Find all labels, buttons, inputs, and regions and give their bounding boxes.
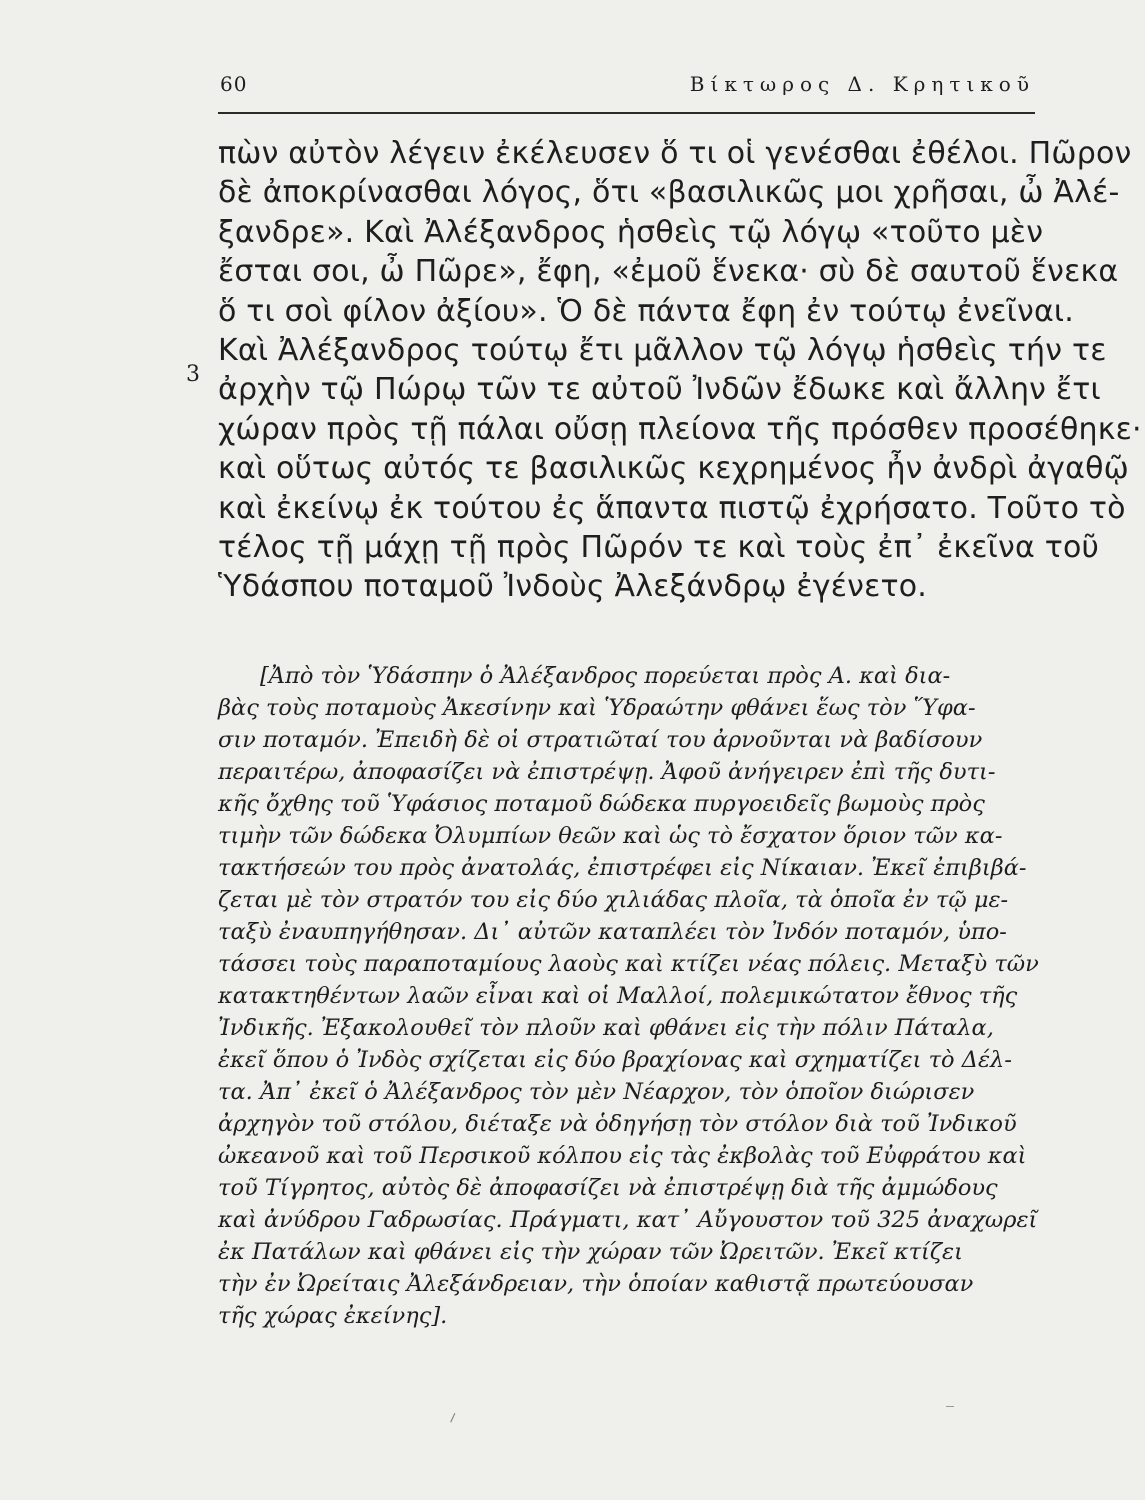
summary-line: ὠκεανοῦ καὶ τοῦ Περσικοῦ κόλπου εἰς τὰς ἐκβολὰς τοῦ Εὐφράτου καὶ	[218, 1143, 1027, 1169]
text-line: ἀρχὴν τῷ Πώρῳ τῶν τε αὐτοῦ Ἰνδῶν ἔδωκε καὶ ἄλλην ἔτι	[218, 372, 1101, 408]
summary-line: περαιτέρω, ἀποφασίζει νὰ ἐπιστρέψῃ. Ἀφοῦ ἀνήγειρεν ἐπὶ τῆς δυτι-	[218, 759, 996, 785]
text-line: τέλος τῇ μάχῃ τῇ πρὸς Πῶρόν τε καὶ τοὺς ἐπ᾽ ἐκεῖνα τοῦ	[218, 529, 1100, 565]
summary-line: ἐκ Πατάλων καὶ φθάνει εἰς τὴν χώραν τῶν Ὠρειτῶν. Ἐκεῖ κτίζει	[218, 1239, 963, 1265]
header-rule	[218, 112, 1035, 114]
summary-line: κῆς ὄχθης τοῦ Ὑφάσιος ποταμοῦ δώδεκα πυργοειδεῖς βωμοὺς πρὸς	[218, 791, 985, 817]
scan-speck	[946, 1406, 954, 1407]
summary-line: τα. Ἀπ᾽ ἐκεῖ ὁ Ἀλέξανδρος τὸν μὲν Νέαρχον, τὸν ὁποῖον διώρισεν	[218, 1079, 975, 1105]
running-title: Βίκτωρος Δ. Κρητικοῦ	[689, 72, 1035, 96]
text-line: Καὶ Ἀλέξανδρος τούτῳ ἔτι μᾶλλον τῷ λόγῳ ἡσθεὶς τήν τε	[218, 332, 1107, 368]
summary-line: ταξὺ ἐναυπηγήθησαν. Δι᾽ αὐτῶν καταπλέει τὸν Ἰνδόν ποταμόν, ὑπο-	[218, 919, 1007, 945]
summary-line: Ἰνδικῆς. Ἐξακολουθεῖ τὸν πλοῦν καὶ φθάνει εἰς τὴν πόλιν Πάταλα,	[218, 1015, 994, 1041]
text-line: καὶ ἐκείνῳ ἐκ τούτου ἐς ἅπαντα πιστῷ ἐχρήσατο. Τοῦτο τὸ	[218, 490, 1126, 526]
text-line: ὅ τι σοὶ φίλον ἀξίου». Ὁ δὲ πάντα ἔφη ἐν τούτῳ ἐνεῖναι.	[218, 293, 1075, 329]
text-line: ἔσται σοι, ὦ Πῶρε», ἔφη, «ἐμοῦ ἕνεκα· σὺ δὲ σαυτοῦ ἕνεκα	[218, 254, 1119, 290]
text-line: καὶ οὕτως αὐτός τε βασιλικῶς κεχρημένος ἦν ἀνδρὶ ἀγαθῷ	[218, 451, 1129, 487]
summary-line: τάσσει τοὺς παραποταμίους λαοὺς καὶ κτίζει νέας πόλεις. Μεταξὺ τῶν	[218, 951, 1039, 977]
text-line: δὲ ἀποκρίνασθαι λόγος, ὅτι «βασιλικῶς μοι χρῆσαι, ὦ Ἀλέ-	[218, 175, 1120, 211]
summary-line: τοῦ Τίγρητος, αὐτὸς δὲ ἀποφασίζει νὰ ἐπιστρέψῃ διὰ τῆς ἀμμώδους	[218, 1175, 998, 1201]
summary-line: ἀρχηγὸν τοῦ στόλου, διέταξε νὰ ὁδηγήσῃ τὸν στόλον διὰ τοῦ Ἰνδικοῦ	[218, 1111, 1017, 1137]
summary-line: καὶ ἀνύδρου Γαδρωσίας. Πράγματι, κατ᾽ Αὔγουστον τοῦ 325 ἀναχωρεῖ	[218, 1207, 1038, 1233]
summary-line: ζεται μὲ τὸν στρατόν του εἰς δύο χιλιάδας πλοῖα, τὰ ὁποῖα ἐν τῷ με-	[218, 887, 1009, 913]
summary-line: τακτήσεών του πρὸς ἀνατολάς, ἐπιστρέφει εἰς Νίκαιαν. Ἐκεῖ ἐπιβιβά-	[218, 855, 1027, 881]
page-header	[220, 72, 1035, 104]
italic-summary	[218, 660, 1048, 1332]
summary-line: τῆς χώρας ἐκείνης].	[218, 1303, 448, 1329]
summary-line: τιμὴν τῶν δώδεκα Ὀλυμπίων θεῶν καὶ ὡς τὸ ἔσχατον ὅριον τῶν κα-	[218, 823, 1003, 849]
summary-line: σιν ποταμόν. Ἐπειδὴ δὲ οἱ στρατιῶταί του ἀρνοῦνται νὰ βαδίσουν	[218, 727, 983, 753]
text-line: Ὑδάσπου ποταμοῦ Ἰνδοὺς Ἀλεξάνδρῳ ἐγένετο.	[218, 569, 928, 605]
summary-line: ἐκεῖ ὅπου ὁ Ἰνδὸς σχίζεται εἰς δύο βραχίονας καὶ σχηματίζει τὸ Δέλ-	[218, 1047, 1012, 1073]
summary-line: βὰς τοὺς ποταμοὺς Ἀκεσίνην καὶ Ὑδραώτην φθάνει ἕως τὸν Ὕφα-	[218, 695, 976, 721]
section-number: 3	[186, 362, 200, 387]
text-line: πὼν αὐτὸν λέγειν ἐκέλευσεν ὅ τι οἱ γενέσθαι ἐθέλοι. Πῶρον	[218, 136, 1132, 171]
page-number: 60	[220, 72, 248, 96]
scan-speck	[450, 1413, 461, 1425]
text-line: ξανδρε». Καὶ Ἀλέξανδρος ἡσθεὶς τῷ λόγῳ «τοῦτο μὲν	[218, 214, 1044, 250]
main-greek-text	[218, 134, 1142, 607]
summary-line: κατακτηθέντων λαῶν εἶναι καὶ οἱ Μαλλοί, πολεμικώτατον ἔθνος τῆς	[218, 983, 1018, 1009]
summary-line: τὴν ἐν Ὠρείταις Ἀλεξάνδρειαν, τὴν ὁποίαν καθιστᾷ πρωτεύουσαν	[218, 1271, 974, 1297]
summary-line: [Ἀπὸ τὸν Ὑδάσπην ὁ Ἀλέξανδρος πορεύεται πρὸς Α. καὶ δια-	[260, 663, 951, 689]
text-line: χώραν πρὸς τῇ πάλαι οὔσῃ πλείονα τῆς πρόσθεν προσέθηκε·	[218, 411, 1142, 447]
